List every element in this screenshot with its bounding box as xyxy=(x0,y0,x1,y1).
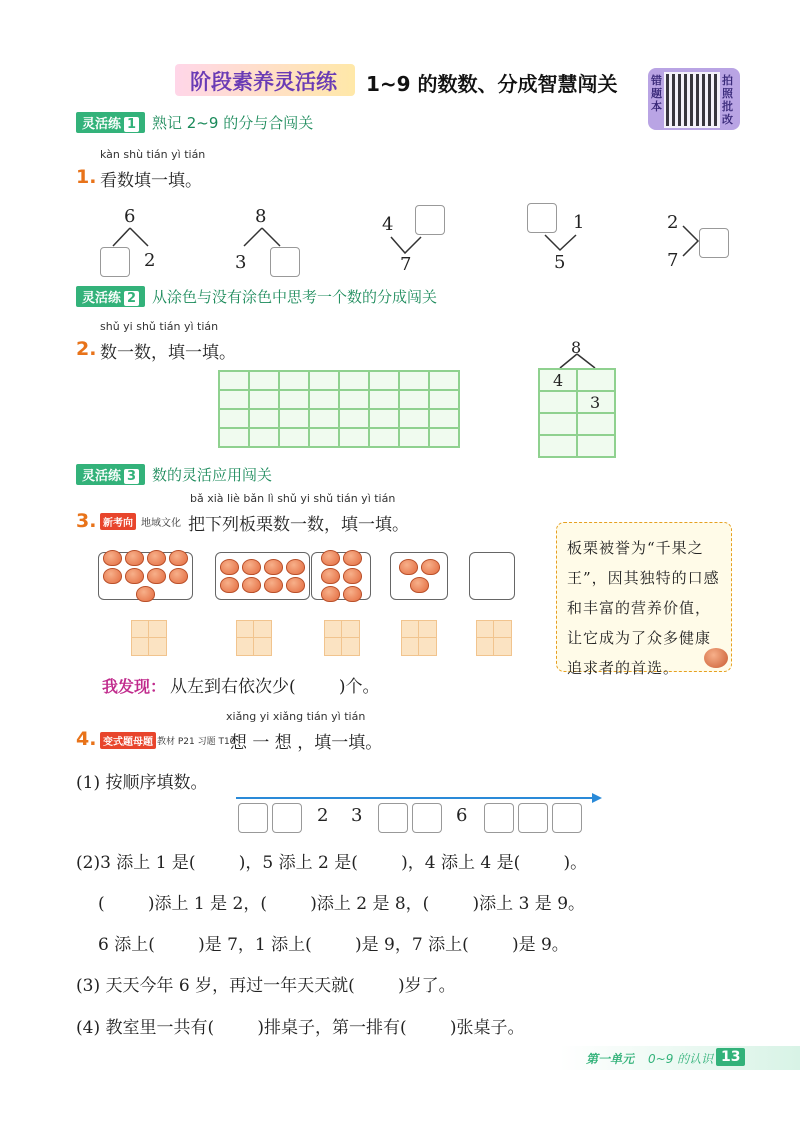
section-tag-3: 灵活练 3 xyxy=(76,464,145,485)
q3-find-label: 我发现： xyxy=(102,677,167,696)
chestnut-icon xyxy=(410,577,429,593)
chestnut-icon xyxy=(103,568,122,584)
q1-pinyin: kàn shù tián yì tián xyxy=(100,148,206,161)
chestnut-box-3 xyxy=(311,552,371,600)
q1d-answer-box[interactable] xyxy=(527,203,557,233)
chestnut-box-1 xyxy=(98,552,193,600)
chestnut-icon xyxy=(147,550,166,566)
section-title-2: 从涂色与没有涂色中思考一个数的分成闯关 xyxy=(152,288,438,306)
chestnut-icon xyxy=(399,559,418,575)
q4-part3: (3) 天天今年 6 岁，再过一年天天就( )岁了。 xyxy=(76,976,456,996)
q3-answer-box-2[interactable] xyxy=(236,620,272,656)
q1b-top: 8 xyxy=(255,206,267,227)
q4-text: 想 一 想 ，填一填。 xyxy=(230,733,383,753)
q2-diagram-grid xyxy=(538,368,616,458)
q1e-top: 2 xyxy=(667,212,679,233)
q3-topic-badge: 地域文化 xyxy=(141,518,181,529)
chestnut-icon xyxy=(321,586,340,602)
q4-pinyin: xiǎng yi xiǎng tián yì tián xyxy=(226,710,366,723)
q3-answer-box-3[interactable] xyxy=(324,620,360,656)
q3-text: 把下列板栗数一数，填一填。 xyxy=(188,515,409,535)
q1e-bottom: 7 xyxy=(667,250,679,271)
chestnut-icon xyxy=(343,550,362,566)
numberline-box-1[interactable] xyxy=(238,803,268,833)
page-number: 13 xyxy=(716,1048,745,1066)
q2-number: 2. xyxy=(76,338,97,360)
chestnut-icon xyxy=(169,568,188,584)
chestnut-icon xyxy=(242,559,261,575)
footer-topic: 0~9 的认识 xyxy=(648,1052,714,1066)
q1c-bottom: 7 xyxy=(400,254,412,275)
numberline-box-9[interactable] xyxy=(518,803,548,833)
numberline-value-3: 3 xyxy=(351,805,363,826)
chestnut-icon xyxy=(220,559,239,575)
q3-answer-box-1[interactable] xyxy=(131,620,167,656)
q4-part4: (4) 教室里一共有( )排桌子，第一排有( )张桌子。 xyxy=(76,1018,525,1038)
numberline-box-6[interactable] xyxy=(412,803,442,833)
q1c-answer-box[interactable] xyxy=(415,205,445,235)
numberline-box-10[interactable] xyxy=(552,803,582,833)
q2-diagram-top: 8 xyxy=(571,338,582,357)
chestnut-icon xyxy=(264,559,283,575)
q1b-answer-box[interactable] xyxy=(270,247,300,277)
q4-badge: 变式题母题 xyxy=(100,732,156,749)
title-right: 1~9 的数数、分成智慧闯关 xyxy=(366,72,618,96)
chestnut-decor-icon xyxy=(704,648,728,668)
q1b-left: 3 xyxy=(235,252,247,273)
chestnut-icon xyxy=(321,568,340,584)
q1c-left: 4 xyxy=(382,214,394,235)
section-tag-1: 灵活练 1 xyxy=(76,112,145,133)
q3-number: 3. xyxy=(76,510,97,532)
q4-part1: (1) 按顺序填数。 xyxy=(76,773,208,793)
q4-part2-line3: 6 添上( )是 7，1 添上( )是 9，7 添上( )是 9。 xyxy=(98,935,569,955)
q1a-answer-box[interactable] xyxy=(100,247,130,277)
q3-pinyin: bǎ xià liè bǎn lì shǔ yi shǔ tián yì tián xyxy=(190,492,396,505)
q3-new-badge: 新考向 xyxy=(100,513,136,530)
chestnut-icon xyxy=(286,559,305,575)
chestnut-note xyxy=(556,522,732,677)
q1-text: 看数填一填。 xyxy=(100,171,202,191)
chestnut-box-2 xyxy=(215,552,310,600)
chestnut-icon xyxy=(343,568,362,584)
numberline-value-2: 2 xyxy=(317,805,329,826)
chestnut-icon xyxy=(220,577,239,593)
q1d-right: 1 xyxy=(573,212,585,233)
chestnut-icon xyxy=(125,568,144,584)
section-tag-2: 灵活练 2 xyxy=(76,286,145,307)
numberline-box-8[interactable] xyxy=(484,803,514,833)
chestnut-icon xyxy=(125,550,144,566)
q1a-top: 6 xyxy=(124,206,136,227)
chestnut-icon xyxy=(103,550,122,566)
chestnut-icon xyxy=(343,586,362,602)
q3-answer-box-5[interactable] xyxy=(476,620,512,656)
q2-pinyin: shǔ yi shǔ tián yì tián xyxy=(100,320,219,333)
chestnut-icon xyxy=(169,550,188,566)
q1a-right: 2 xyxy=(144,250,156,271)
chestnut-icon xyxy=(421,559,440,575)
numberline-value-6: 6 xyxy=(456,805,468,826)
q1d-bottom: 5 xyxy=(554,252,566,273)
qr-left-label: 错题本 xyxy=(651,74,662,113)
q4-number: 4. xyxy=(76,728,97,750)
chestnut-icon xyxy=(321,550,340,566)
q3-find-text: 从左到右依次少( )个。 xyxy=(170,677,380,697)
q4-source: 教材 P21 习题 T10 xyxy=(157,737,236,747)
q2-diagram-left: 4 xyxy=(553,371,564,390)
footer-unit: 第一单元 xyxy=(586,1052,635,1066)
chestnut-icon xyxy=(264,577,283,593)
chestnut-box-5 xyxy=(469,552,515,600)
qr-right-label: 拍照批改 xyxy=(722,74,733,126)
numberline-box-5[interactable] xyxy=(378,803,408,833)
chestnut-note-text: 板栗被誉为“千果之王”，因其独特的口感和丰富的营养价值，让它成为了众多健康追求者的首选。 xyxy=(567,539,720,677)
chestnut-icon xyxy=(147,568,166,584)
q2-color-grid xyxy=(218,370,460,448)
chestnut-icon xyxy=(242,577,261,593)
q1-number: 1. xyxy=(76,166,97,188)
chestnut-icon xyxy=(136,586,155,602)
chestnut-icon xyxy=(286,577,305,593)
q3-answer-box-4[interactable] xyxy=(401,620,437,656)
chestnut-box-4 xyxy=(390,552,448,600)
q2-text: 数一数，填一填。 xyxy=(100,343,236,363)
q2-diagram-right: 3 xyxy=(590,393,601,412)
numberline-box-2[interactable] xyxy=(272,803,302,833)
title-left: 阶段素养灵活练 xyxy=(190,70,337,94)
section-title-1: 熟记 2~9 的分与合闯关 xyxy=(152,114,314,132)
q4-part2-line1: (2)3 添上 1 是( )，5 添上 2 是( )，4 添上 4 是( )。 xyxy=(76,853,588,873)
section-title-3: 数的灵活应用闯关 xyxy=(152,466,273,484)
q4-part2-line2: ( )添上 1 是 2，( )添上 2 是 8，( )添上 3 是 9。 xyxy=(98,894,586,914)
q1e-answer-box[interactable] xyxy=(699,228,729,258)
